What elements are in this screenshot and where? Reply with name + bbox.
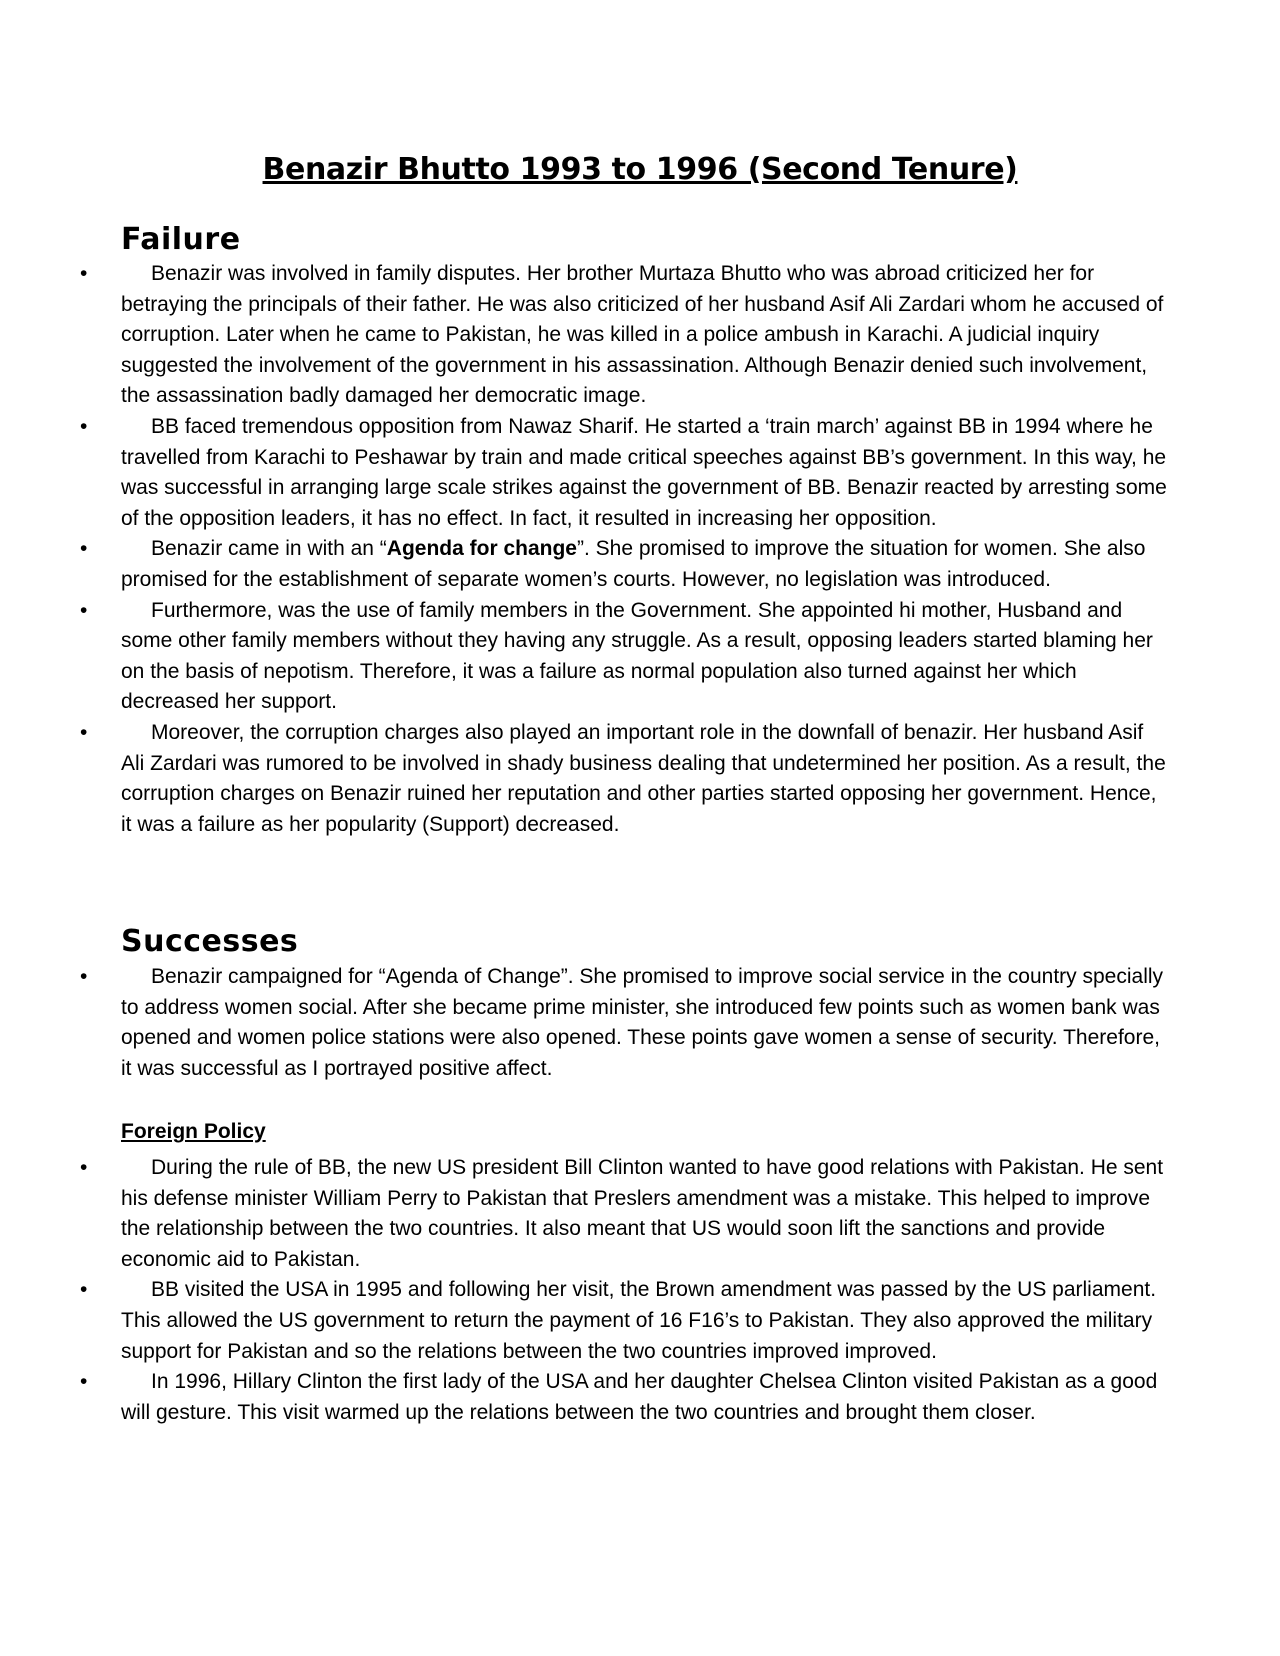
bullet-icon: • (80, 262, 88, 285)
agenda-for-change-bold: Agenda for change (386, 537, 577, 561)
list-item (0, 1275, 1171, 1367)
list-item-text-pre: Benazir came in with an “ (151, 537, 387, 561)
list-item-text: Moreover, the corruption charges also played an important role in the downfall of benazir. Her husband Asif Ali Zardari was rumored to be involved in shady business dealing that undetermined her position. As a result, the corruption charges on Benazir ruined her reputation and other parties started opposing her government. Hence, it was a failure as her popularity (Support) decreased. (121, 720, 1166, 836)
list-item (0, 596, 1171, 718)
list-item (0, 1367, 1171, 1428)
failure-heading: Failure (121, 222, 241, 257)
foreign-policy-list (0, 1153, 1280, 1428)
successes-heading: Successes (121, 924, 299, 959)
list-item (0, 534, 1171, 595)
list-item-text-post: ”. She promised to improve the situation for women. She also promised for the establishment of separate women’s courts. However, no legislation was introduced. (121, 537, 1146, 591)
bullet-icon: • (80, 598, 88, 622)
bullet-icon: • (80, 720, 88, 744)
bullet-icon: • (80, 1278, 88, 1302)
foreign-policy-heading: Foreign Policy (121, 1120, 266, 1143)
list-item-text: BB visited the USA in 1995 and following her visit, the Brown amendment was passed by the US parliament. This allowed the US government to return the payment of 16 F16’s to Pakistan. They also approved the military support for Pakistan and so the relations between the two countries improved improved. (121, 1278, 1157, 1363)
list-item-text: In 1996, Hillary Clinton the first lady of the USA and her daughter Chelsea Clinton visited Pakistan as a good will gesture. This visit warmed up the relations between the two countries and brought them closer. (121, 1370, 1158, 1424)
bullet-icon: • (80, 537, 88, 561)
list-item-text: Benazir campaigned for “Agenda of Change”. She promised to improve social service in the country specially to address women social. After she became prime minister, she introduced few points such as women bank was opened and women police stations were also opened. These points gave women a sense of security. Therefore, it was successful as I portrayed positive affect. (121, 965, 1164, 1080)
list-item (0, 718, 1171, 840)
failure-list (0, 259, 1280, 840)
list-item-text: During the rule of BB, the new US president Bill Clinton wanted to have good relations with Pakistan. He sent his defense minister William Perry to Pakistan that Preslers amendment was a mistake. This helped to improve the relationship between the two countries. It also meant that US would soon lift the sanctions and provide economic aid to Pakistan. (121, 1156, 1164, 1271)
list-item-text: Benazir was involved in family disputes. Her brother Murtaza Bhutto who was abroad criticized her for betraying the principals of their father. He was also criticized of her husband Asif Ali Zardari whom he accused of corruption. Later when he came to Pakistan, he was killed in a police ambush in Karachi. A judicial inquiry suggested the involvement of the government in his assassination. Although Benazir denied such involvement, the assassination badly damaged her democratic image. (121, 262, 1164, 408)
successes-list (0, 962, 1280, 1084)
bullet-icon: • (80, 1370, 88, 1394)
bullet-icon: • (80, 414, 88, 438)
document-title: Benazir Bhutto 1993 to 1996 (Second Tenure) (262, 152, 1018, 187)
list-item (0, 412, 1171, 534)
list-item-text: Furthermore, was the use of family members in the Government. She appointed hi mother, Husband and some other family members without they having any struggle. As a result, opposing leaders started blaming her on the basis of nepotism. Therefore, it was a failure as normal population also turned against her which decreased her support. (121, 598, 1153, 714)
list-item (0, 962, 1171, 1084)
list-item (0, 259, 1171, 412)
bullet-icon: • (80, 1156, 88, 1179)
list-item-text: BB faced tremendous opposition from Nawaz Sharif. He started a ‘train march’ against BB in 1994 where he travelled from Karachi to Peshawar by train and made critical speeches against BB’s government. In this way, he was successful in arranging large scale strikes against the government of BB. Benazir reacted by arresting some of the opposition leaders, it has no effect. In fact, it resulted in increasing her opposition. (121, 414, 1167, 530)
bullet-icon: • (80, 965, 88, 988)
list-item (0, 1153, 1171, 1275)
